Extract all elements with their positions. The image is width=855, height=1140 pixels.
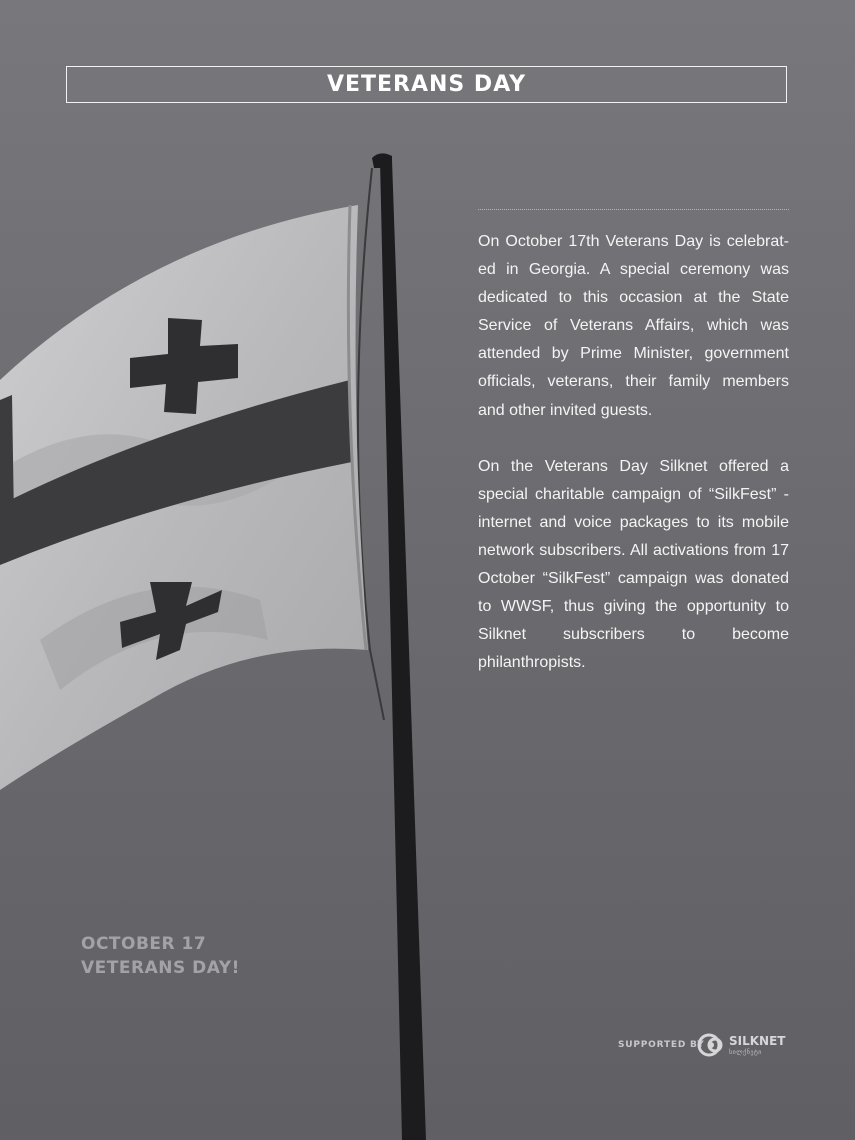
tagline xyxy=(81,932,240,980)
brand-name: SILKNET xyxy=(729,1034,786,1048)
silknet-logo-icon xyxy=(697,1033,727,1057)
article-paragraph: On October 17th Veterans Day is celebrated in Georgia. A special ceremony was dedicated to this occasion at the State Service of Veterans Affairs, which was attended by Prime Minister, government officials, veterans, their family members and other invited guests. xyxy=(478,233,789,419)
title-box xyxy=(66,66,787,103)
brand-subtitle: სილქნეტი xyxy=(729,1049,762,1056)
tagline-event: VETERANS DAY! xyxy=(81,958,240,978)
tagline-date: OCTOBER 17 xyxy=(81,934,207,954)
dotted-divider xyxy=(478,209,789,210)
page-title: VETERANS DAY xyxy=(326,72,527,97)
flag-pole xyxy=(380,160,426,1140)
article-text xyxy=(478,228,789,705)
article-paragraph: On the Veterans Day Silknet offered a special charitable campaign of “SilkFest” - internet and voice packages to its mobile network subscribers. All activations from 17 October “SilkFest” campaign was donated to WWSF, thus giving the opportunity to Silknet subscribers to become philanthropists. xyxy=(478,457,789,672)
supported-by-label: SUPPORTED BY xyxy=(618,1040,705,1050)
